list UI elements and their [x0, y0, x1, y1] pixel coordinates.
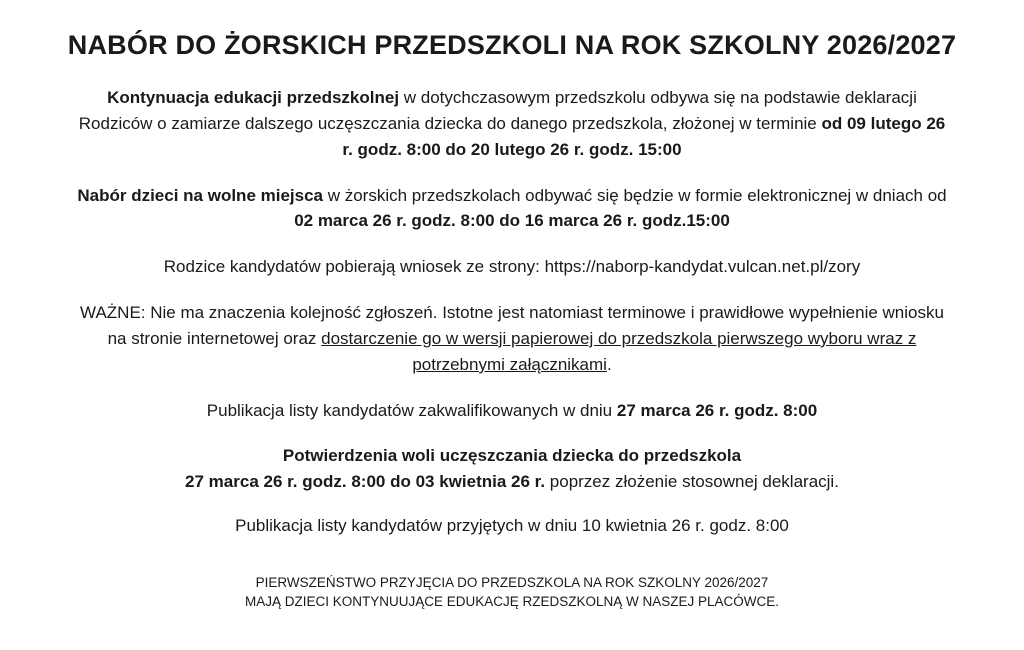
page-title: NABÓR DO ŻORSKICH PRZEDSZKOLI NA ROK SZKOLNY 2026/2027 [67, 30, 957, 60]
footer-line-1: PIERWSZEŃSTWO PRZYJĘCIA DO PRZEDSZKOLA NA ROK SZKOLNY 2026/2027 [255, 574, 769, 590]
paragraph-continuation [72, 85, 952, 162]
accepted-text: Publikacja listy kandydatów przyjętych w dniu 10 kwietnia 26 r. godz. 8:00 [235, 516, 789, 536]
confirmation-heading: Potwierdzenia woli uczęszczania dziecka do przedszkola [282, 446, 742, 466]
application-text: Rodzice kandydatów pobierają wniosek ze strony: https://naborp-kandydat.vulcan.net.pl/zory [163, 257, 861, 277]
paragraph-important [72, 300, 952, 377]
important-text-end: . [606, 354, 612, 374]
continuation-text: w dotychczasowym przedszkolu odbywa się na podstawie deklaracji Rodziców o zamiarze dalszego uczęszczania dziecka do danego przedszkola, złożonej w terminie [78, 88, 917, 133]
important-underlined-text: dostarczenie go w wersji papierowej do przedszkola pierwszego wyboru wraz z potrzebnymi załącznikami [321, 328, 917, 374]
continuation-lead: Kontynuacja edukacji przedszkolnej [107, 88, 400, 108]
paragraph-accepted-list [235, 513, 789, 539]
recruitment-text: w żorskich przedszkolach odbywać się będzie w formie elektronicznej w dniach od [323, 185, 947, 205]
continuation-date-range: od 09 lutego 26 r. godz. 8:00 do 20 lutego 26 r. godz. 15:00 [342, 113, 946, 159]
important-text: WAŻNE: Nie ma znaczenia kolejność zgłoszeń. Istotne jest natomiast terminowe i prawidłowe wypełnienie wniosku na stronie internetowej oraz [80, 303, 944, 348]
recruitment-date-range: 02 marca 26 r. godz. 8:00 do 16 marca 26 r. godz.15:00 [294, 211, 730, 231]
paragraph-qualified-list [207, 398, 817, 424]
confirmation-date-range: 27 marca 26 r. godz. 8:00 do 03 kwietnia 26 r. [185, 472, 546, 492]
confirmation-text: poprzez złożenie stosownej deklaracji. [545, 472, 839, 492]
footer-line-2: MAJĄ DZIECI KONTYNUUJĄCE EDUKACJĘ RZEDSZKOLNĄ W NASZEJ PLACÓWCE. [244, 594, 780, 610]
paragraph-confirmation [185, 443, 839, 495]
qualified-text: Publikacja listy kandydatów zakwalifikowanych w dniu [206, 400, 617, 420]
recruitment-lead: Nabór dzieci na wolne miejsca [77, 185, 323, 205]
paragraph-recruitment [72, 183, 952, 235]
document-footer [245, 573, 779, 612]
qualified-date: 27 marca 26 r. godz. 8:00 [616, 400, 818, 420]
paragraph-application-link [164, 254, 860, 280]
